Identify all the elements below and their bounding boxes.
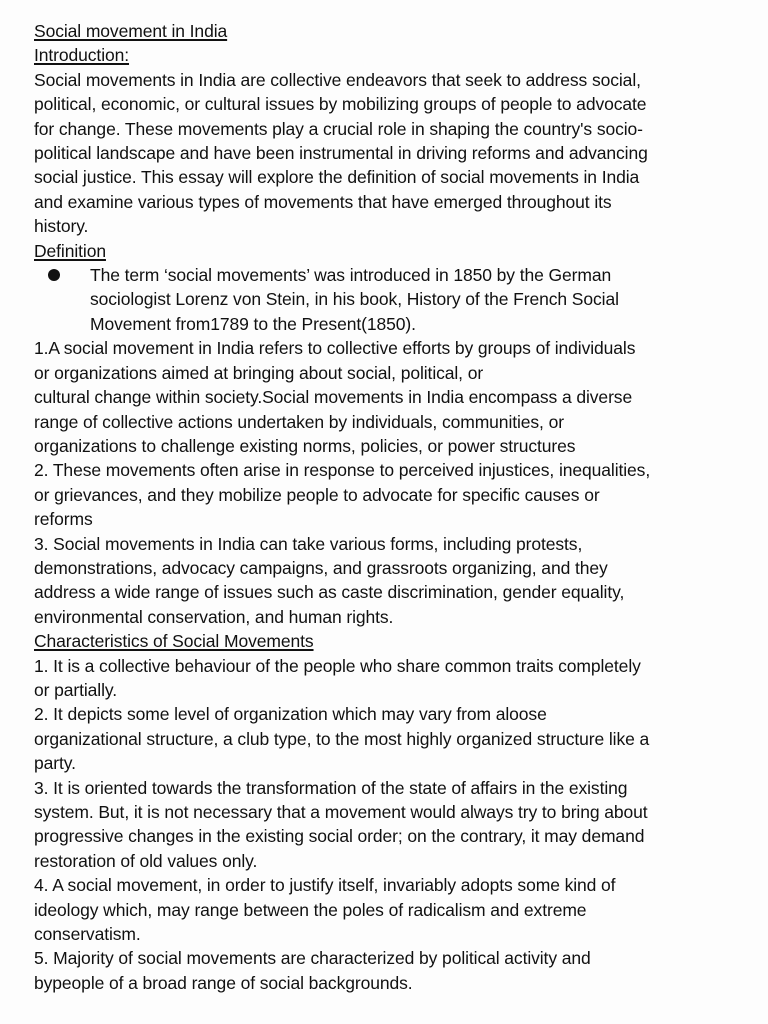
introduction-line: for change. These movements play a crucial role in shaping the country's socio- [34,118,643,139]
bullet-icon [48,269,60,281]
characteristics-line: 1. It is a collective behaviour of the people who share common traits completely [34,655,641,676]
introduction-line: political landscape and have been instrumental in driving reforms and advancing [34,143,648,164]
definition-line: reforms [34,509,93,530]
characteristics-line: organizational structure, a club type, to the most highly organized structure like a [34,728,650,749]
characteristics-heading: Characteristics of Social Movements [34,631,314,652]
characteristics-line: conservatism. [34,924,141,945]
definition-line: address a wide range of issues such as caste discrimination, gender equality, [34,582,625,603]
introduction-line: Social movements in India are collective endeavors that seek to address social, [34,69,641,90]
introduction-line: social justice. This essay will explore the definition of social movements in India [34,167,640,188]
definition-line: 1.A social movement in India refers to collective efforts by groups of individuals [34,338,636,359]
definition-paragraph [34,336,748,629]
definition-line: or organizations aimed at bringing about social, political, or [34,362,484,383]
bullet-line: Movement from1789 to the Present(1850). [90,313,416,334]
definition-line: demonstrations, advocacy campaigns, and grassroots organizing, and they [34,557,608,578]
definition-line: 3. Social movements in India can take various forms, including protests, [34,533,583,554]
characteristics-line: party. [34,753,76,774]
definition-line: 2. These movements often arise in response to perceived injustices, inequalities, [34,460,651,481]
characteristics-line: system. But, it is not necessary that a movement would always try to bring about [34,802,648,822]
characteristics-paragraph [34,654,748,996]
characteristics-line: 4. A social movement, in order to justify itself, invariably adopts some kind of [34,875,616,896]
characteristics-line: 3. It is oriented towards the transformation of the state of affairs in the existing [34,777,628,798]
definition-heading: Definition [34,240,106,261]
characteristics-line: 2. It depicts some level of organization which may vary from aloose [34,704,547,725]
bullet-line: sociologist Lorenz von Stein, in his book, History of the French Social [90,289,619,310]
definition-line: or grievances, and they mobilize people to advocate for specific causes or [34,484,600,505]
definition-bullet-item [34,263,748,336]
definition-line: organizations to challenge existing norms, policies, or power structures [34,435,576,456]
bullet-line: The term ‘social movements’ was introduced in 1850 by the German [90,265,612,286]
characteristics-line: or partially. [34,679,117,700]
definition-line: range of collective actions undertaken by individuals, communities, or [34,411,564,432]
characteristics-line: 5. Majority of social movements are characterized by political activity and [34,948,591,969]
introduction-line: political, economic, or cultural issues by mobilizing groups of people to advocate [34,94,647,115]
characteristics-line: ideology which, may range between the poles of radicalism and extreme [34,899,587,920]
introduction-paragraph [34,68,748,239]
introduction-heading: Introduction: [34,45,130,66]
introduction-line: and examine various types of movements that have emerged throughout its [34,191,612,212]
introduction-line: history. [34,216,89,237]
document-title: Social movement in India [34,21,228,41]
characteristics-line: bypeople of a broad range of social backgrounds. [34,972,413,993]
definition-line: environmental conservation, and human rights. [34,606,394,627]
characteristics-line: restoration of old values only. [34,850,258,871]
definition-line: cultural change within society.Social movements in India encompass a diverse [34,387,633,408]
characteristics-line: progressive changes in the existing social order; on the contrary, it may demand [34,826,645,847]
